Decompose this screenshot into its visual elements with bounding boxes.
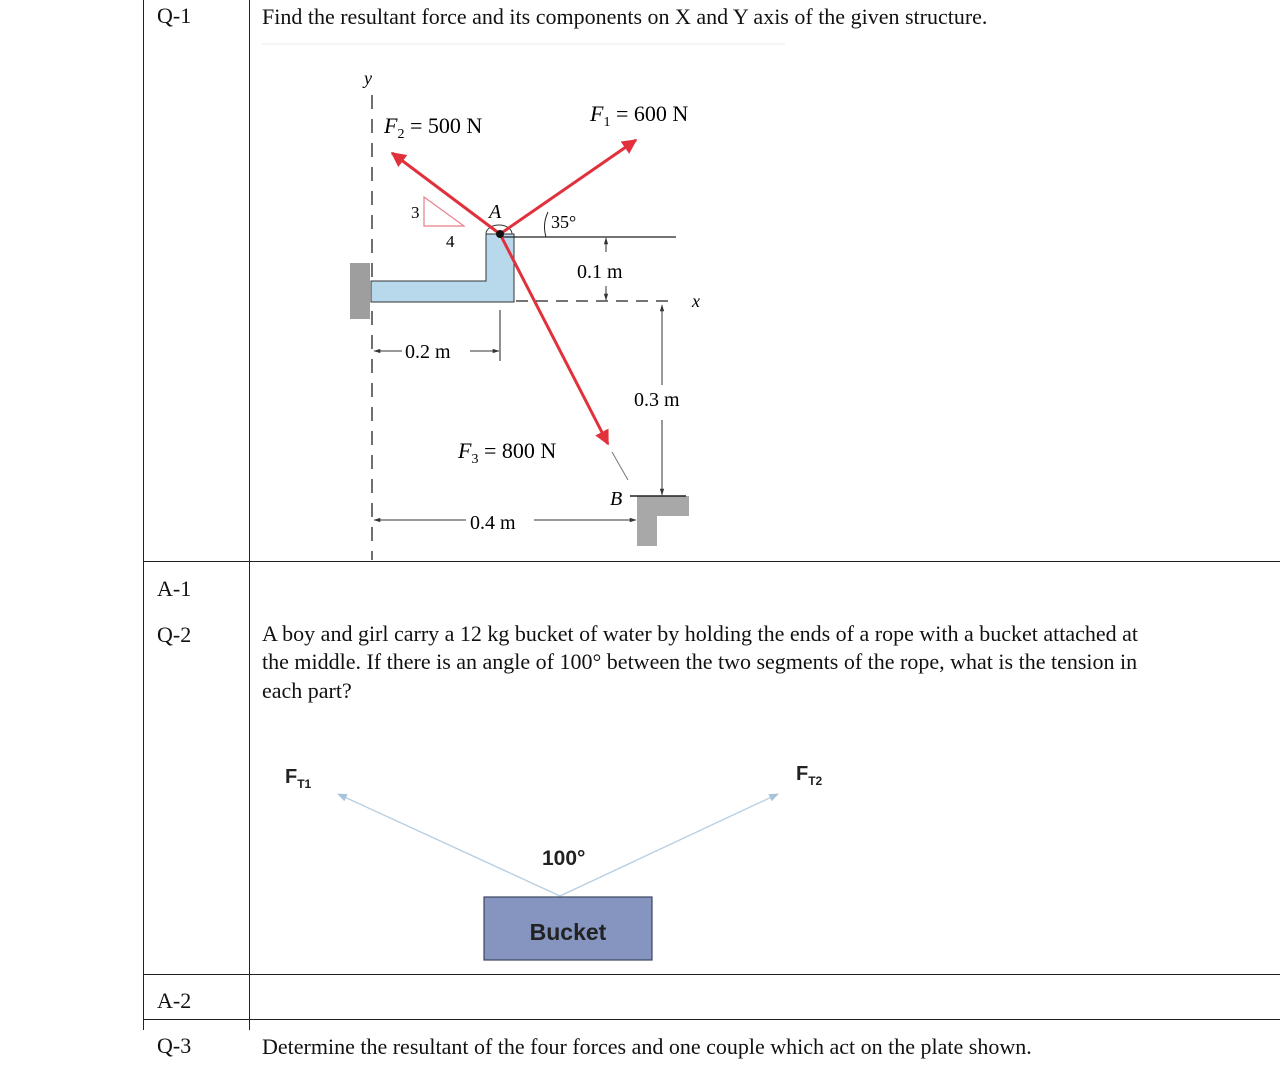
row-label-q1: Q-1: [157, 3, 192, 28]
angle-35-label: 35°: [551, 212, 577, 232]
force-f1-label: $F_1 = 600$ N: [590, 101, 689, 130]
dim-0-3m-label: 0.3 m: [634, 389, 680, 411]
row-label-a2: A-2: [157, 988, 192, 1013]
force-ft2-label: $F_{T2}$: [796, 763, 823, 788]
dim-0-2m-label: 0.2 m: [405, 341, 451, 363]
y-axis-label: y: [364, 68, 372, 88]
bucket-label: Bucket: [529, 919, 607, 945]
question-3-text: Determine the resultant of the four forces and one couple which act on the plate shown.: [262, 1034, 1032, 1059]
slope-run-label: 4: [446, 232, 455, 251]
slope-rise-label: 3: [411, 203, 420, 222]
row-label-a1: A-1: [157, 576, 192, 601]
force-ft1-label: $F_{T1}$: [285, 766, 312, 791]
question-2-line-1: A boy and girl carry a 12 kg bucket of water by holding the ends of a rope with a bucket attached at: [262, 621, 1139, 646]
question-2-line-2: the middle. If there is an angle of 100° between the two segments of the rope, what is the tension in: [262, 649, 1138, 674]
rope-right: [560, 794, 778, 896]
question-1-text: Find the resultant force and its components on X and Y axis of the given structure.: [262, 4, 988, 29]
angle-100-label: 100°: [542, 847, 586, 870]
force-f2-arrow: [392, 153, 500, 234]
row-label-q2: Q-2: [157, 622, 192, 647]
figure-bucket-rope: [0, 560, 1280, 970]
dim-0-4m-label: 0.4 m: [470, 512, 516, 534]
x-axis-label: x: [692, 291, 700, 311]
point-a-label: A: [489, 201, 502, 223]
point-b-label: B: [610, 488, 623, 510]
wall-support: [350, 263, 370, 319]
row-divider: [143, 1019, 1280, 1020]
force-f2-label: $F_2 = 500$ N: [384, 113, 483, 142]
question-2-line-3: each part?: [262, 678, 352, 703]
bracket-body: [371, 234, 514, 302]
force-f3-label: $F_3 = 800$ N: [458, 438, 557, 467]
point-a-pin: [496, 230, 504, 238]
rope-left: [338, 794, 560, 896]
row-label-q3: Q-3: [157, 1033, 192, 1058]
row-divider: [143, 974, 1280, 975]
dim-0-1m-label: 0.1 m: [577, 261, 623, 283]
